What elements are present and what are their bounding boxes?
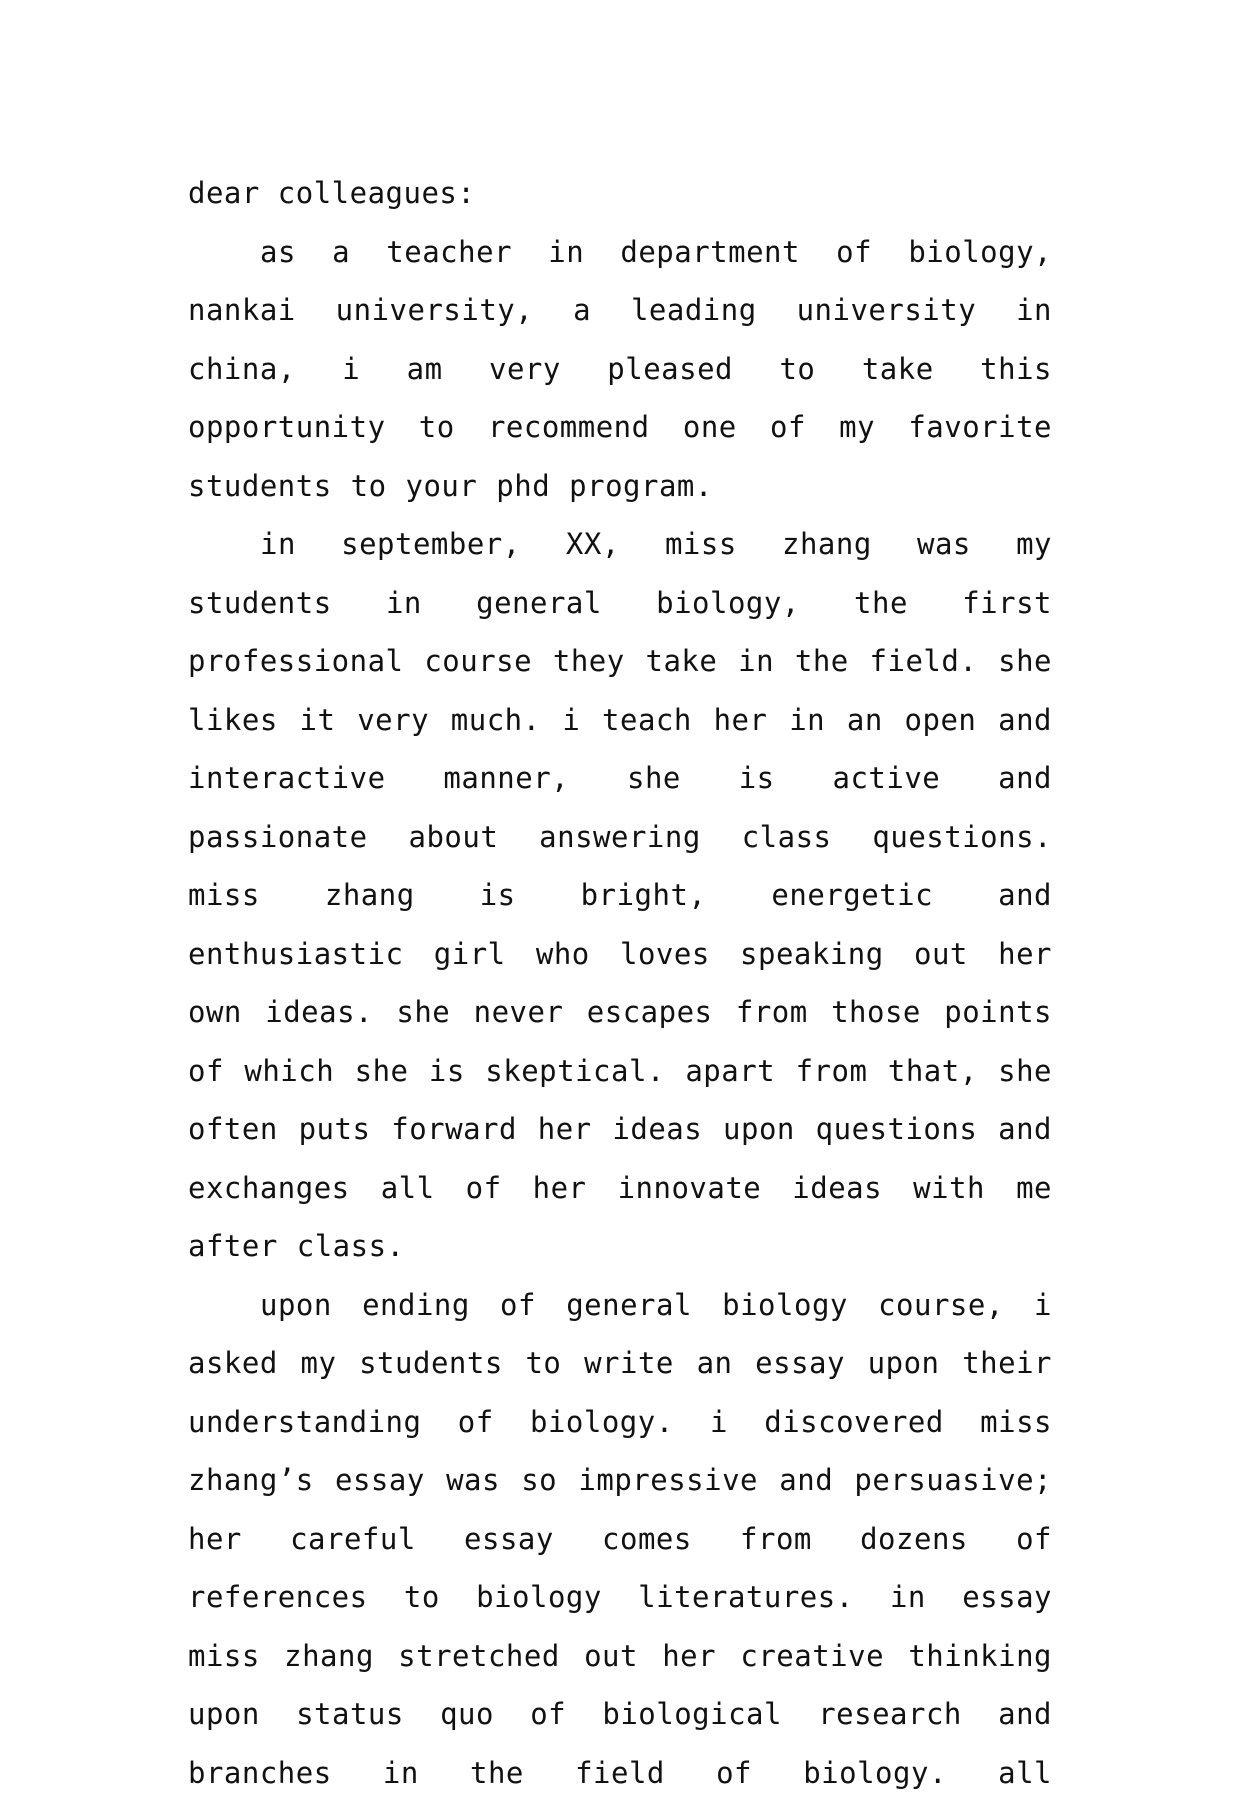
paragraph-introduction: as a teacher in department of biology, nankai university, a leading university in china, i am very pleased to take this opportunity to recommend one of my favorite students to your phd program. bbox=[188, 223, 1052, 516]
letter-body bbox=[188, 164, 1052, 1802]
paragraph-essay: upon ending of general biology course, i asked my students to write an essay upon their understanding of biology. i discovered miss zhang’s essay was so impressive and persuasive; her careful essay comes from dozens of references to biology literatures. in essay miss zhang stretched out her creative thinking upon status quo of biological research and branches in the field of biology. all bbox=[188, 1276, 1052, 1802]
salutation: dear colleagues: bbox=[188, 164, 1052, 223]
paragraph-general-biology-class: in september, XX, miss zhang was my students in general biology, the first professional course they take in the field. she likes it very much. i teach her in an open and interactive manner, she is active and passionate about answering class questions. miss zhang is bright, energetic and enthusiastic girl who loves speaking out her own ideas. she never escapes from those points of which she is skeptical. apart from that, she often puts forward her ideas upon questions and exchanges all of her innovate ideas with me after class. bbox=[188, 515, 1052, 1276]
